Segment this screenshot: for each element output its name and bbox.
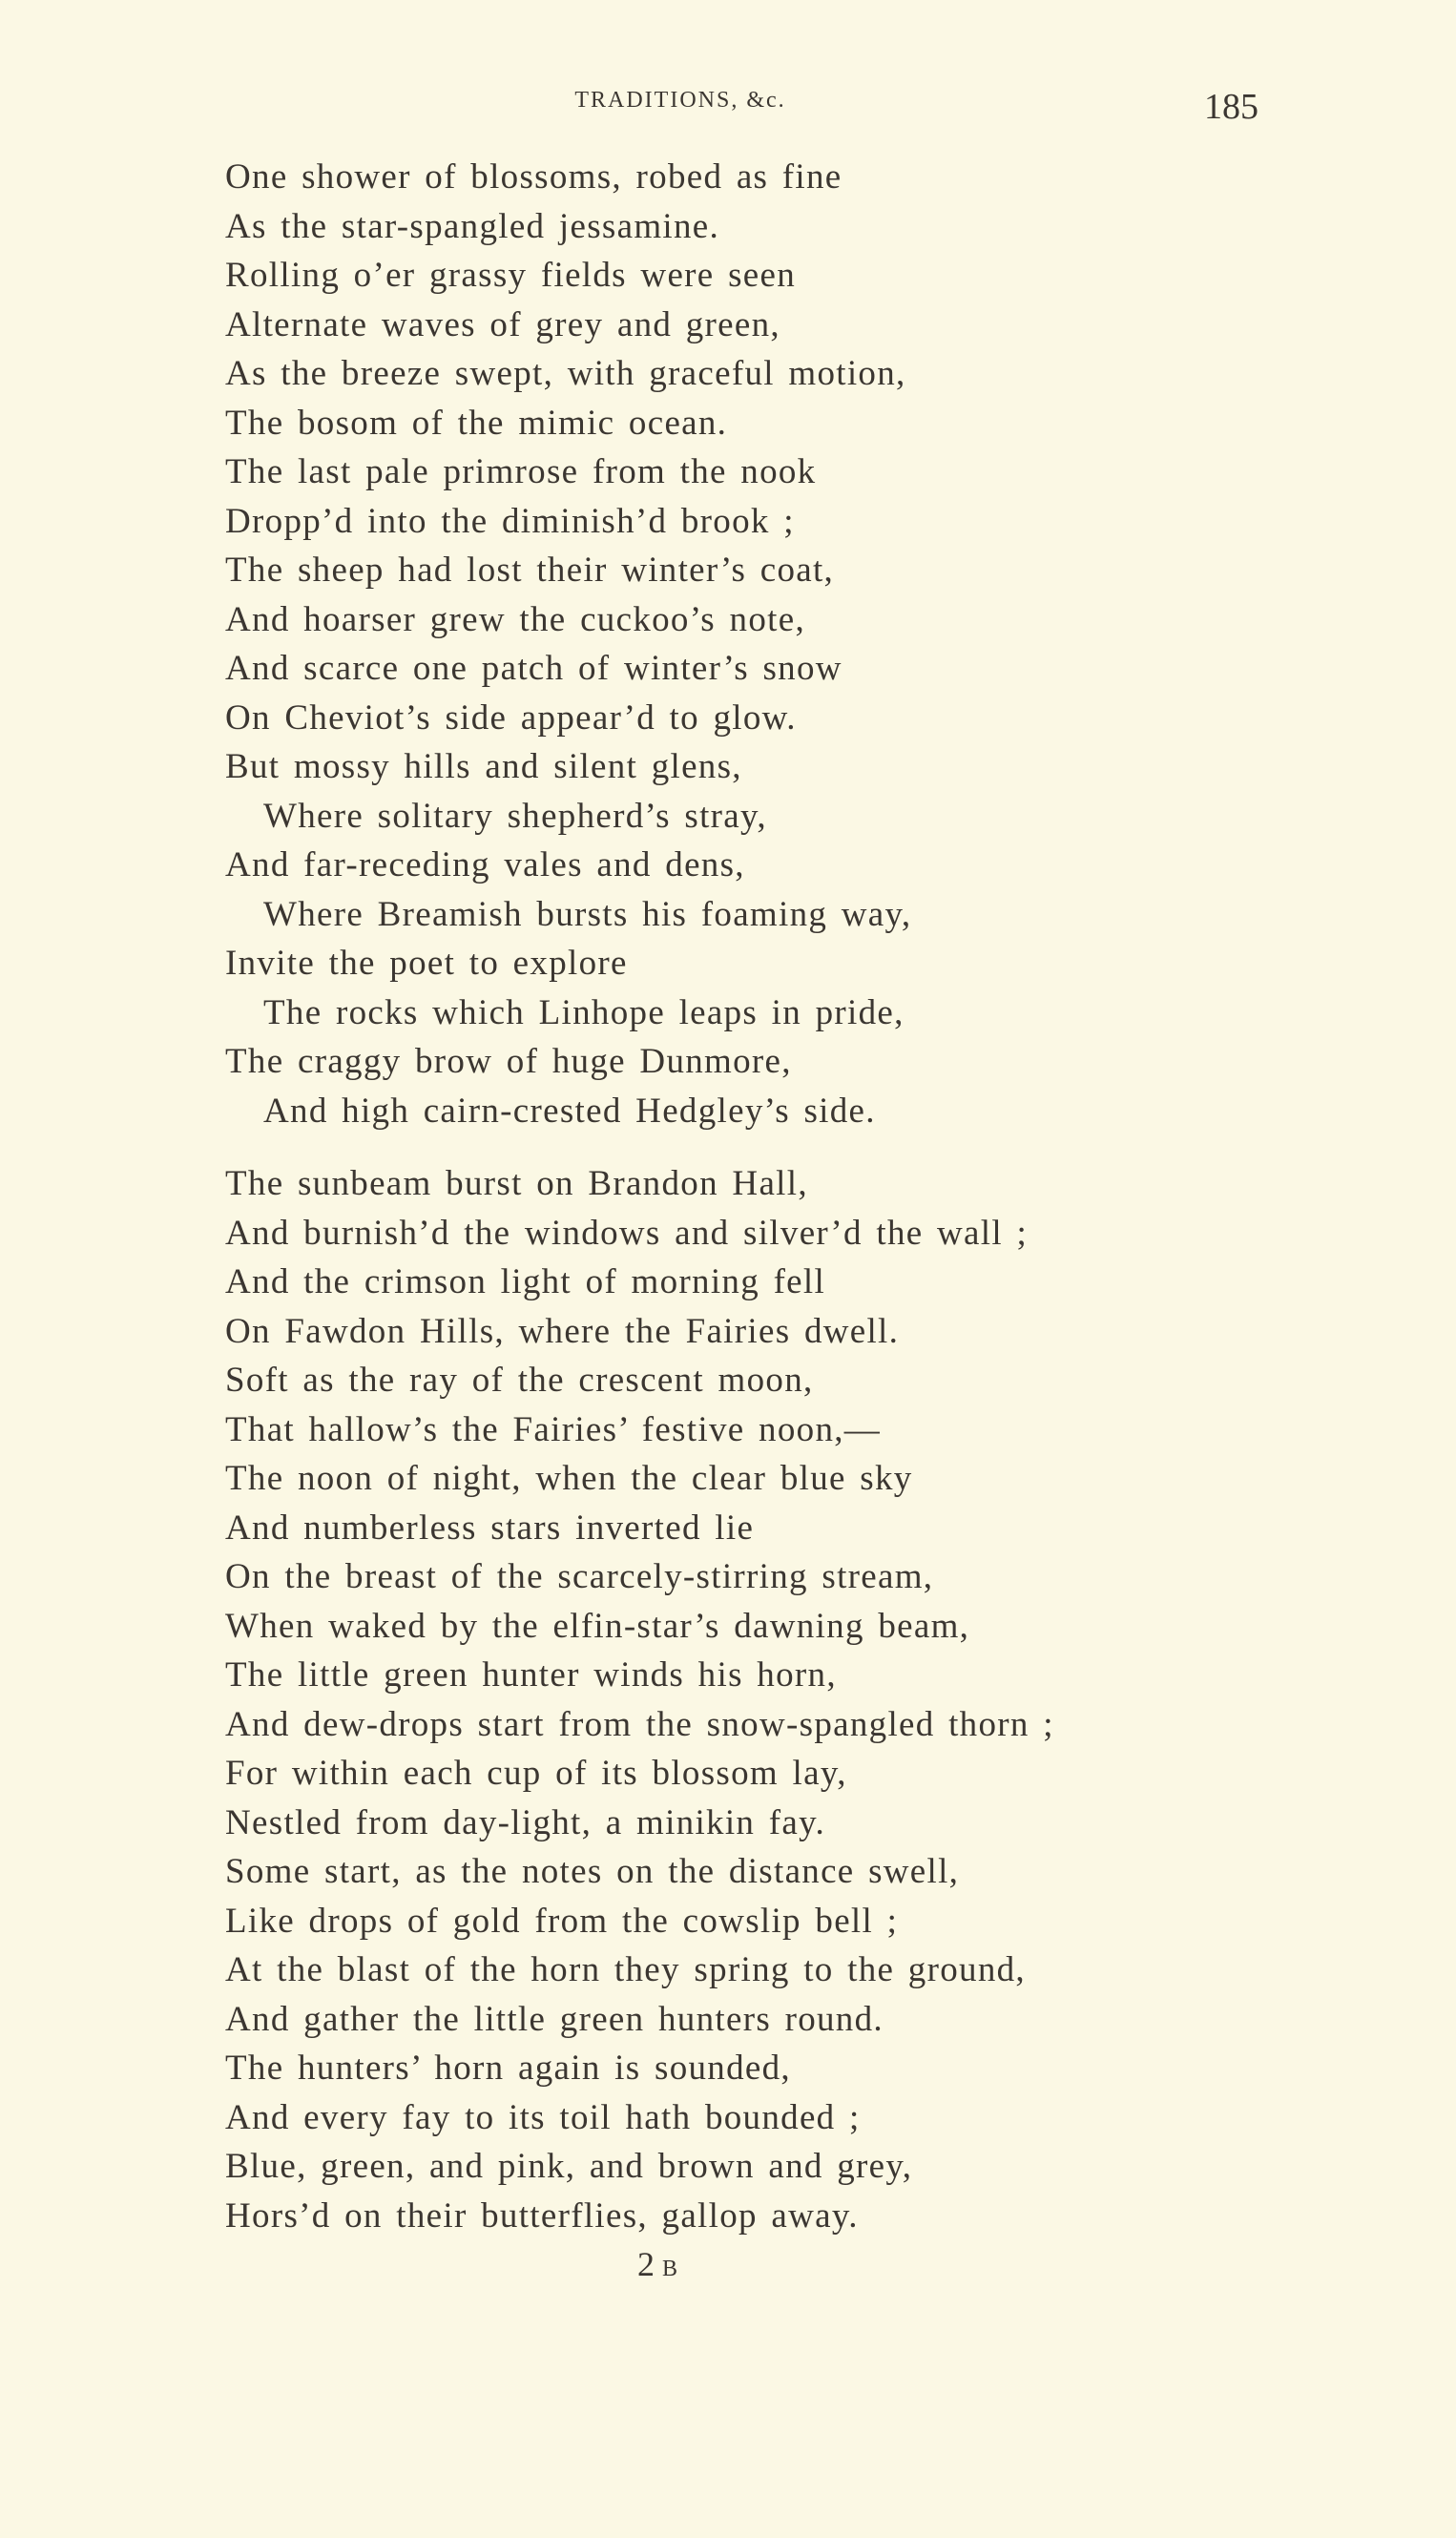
poem-line: Where Breamish bursts his foaming way,: [263, 894, 912, 934]
poem-line: The rocks which Linhope leaps in pride,: [263, 992, 905, 1032]
poem-line: Hors’d on their butterflies, gallop away.: [225, 2195, 859, 2236]
poem-line: Dropp’d into the diminish’d brook ;: [225, 501, 795, 541]
running-title: TRADITIONS, &c.: [574, 88, 786, 113]
poem-line: As the star-spangled jessamine.: [225, 206, 720, 246]
poem-line: Invite the poet to explore: [225, 944, 628, 983]
poem-line: But mossy hills and silent glens,: [225, 747, 742, 786]
poem-line: Blue, green, and pink, and brown and grey,: [225, 2147, 913, 2186]
poem-line: One shower of blossoms, robed as fine: [225, 157, 842, 197]
poem-line: And scarce one patch of winter’s snow: [225, 649, 842, 688]
poem-line: The little green hunter winds his horn,: [225, 1655, 837, 1695]
poem-line: On Cheviot’s side appear’d to glow.: [225, 697, 797, 738]
poem-line: The hunters’ horn again is sounded,: [225, 2049, 791, 2088]
poem-line: Alternate waves of grey and green,: [225, 304, 780, 344]
poem-line: And hoarser grew the cuckoo’s note,: [225, 599, 805, 639]
poem-line: Like drops of gold from the cowslip bell ;: [225, 1901, 899, 1941]
page-number: 185: [1204, 87, 1258, 127]
poem-line: The noon of night, when the clear blue sky: [225, 1459, 913, 1498]
poem-line: For within each cup of its blossom lay,: [225, 1754, 847, 1793]
poem-line: And gather the little green hunters round.: [225, 1999, 884, 2039]
poem-line: The sunbeam burst on Brandon Hall,: [225, 1164, 808, 1203]
poem-line: And far-receding vales and dens,: [225, 845, 745, 884]
poem-line: And numberless stars inverted lie: [225, 1508, 755, 1548]
poem-line: Where solitary shepherd’s stray,: [263, 796, 767, 836]
poem-line: And high cairn-crested Hedgley’s side.: [263, 1091, 876, 1131]
signature-letter: B: [662, 2257, 686, 2281]
poem-line: The last pale primrose from the nook: [225, 452, 817, 491]
poem-line: Some start, as the notes on the distance swell,: [225, 1852, 960, 1891]
poem-line: The bosom of the mimic ocean.: [225, 403, 728, 443]
signature-mark: [637, 2244, 685, 2284]
poem-line: When waked by the elfin-star’s dawning beam,: [225, 1606, 970, 1646]
signature-number: 2: [637, 2245, 662, 2283]
stanza-2: [225, 1159, 1054, 2240]
poem-line: And every fay to its toil hath bounded ;: [225, 2097, 861, 2137]
poem-line: Rolling o’er grassy fields were seen: [225, 256, 797, 295]
poem-line: On the breast of the scarcely-stirring stream,: [225, 1557, 934, 1596]
poem-line: The sheep had lost their winter’s coat,: [225, 551, 835, 590]
poem-line: On Fawdon Hills, where the Fairies dwell.: [225, 1311, 900, 1351]
poem-line: At the blast of the horn they spring to the ground,: [225, 1950, 1026, 1989]
stanza-1: [225, 153, 911, 1135]
poem-line: Nestled from day-light, a minikin fay.: [225, 1802, 826, 1842]
poem-line: That hallow’s the Fairies’ festive noon,—: [225, 1409, 882, 1449]
poem-line: As the breeze swept, with graceful motion,: [225, 354, 906, 393]
poem-line: And dew-drops start from the snow-spangled thorn ;: [225, 1704, 1054, 1744]
poem-line: The craggy brow of huge Dunmore,: [225, 1042, 792, 1081]
poem-line: Soft as the ray of the crescent moon,: [225, 1361, 814, 1400]
poem-line: And the crimson light of morning fell: [225, 1262, 826, 1301]
poem-line: And burnish’d the windows and silver’d the wall ;: [225, 1213, 1029, 1253]
